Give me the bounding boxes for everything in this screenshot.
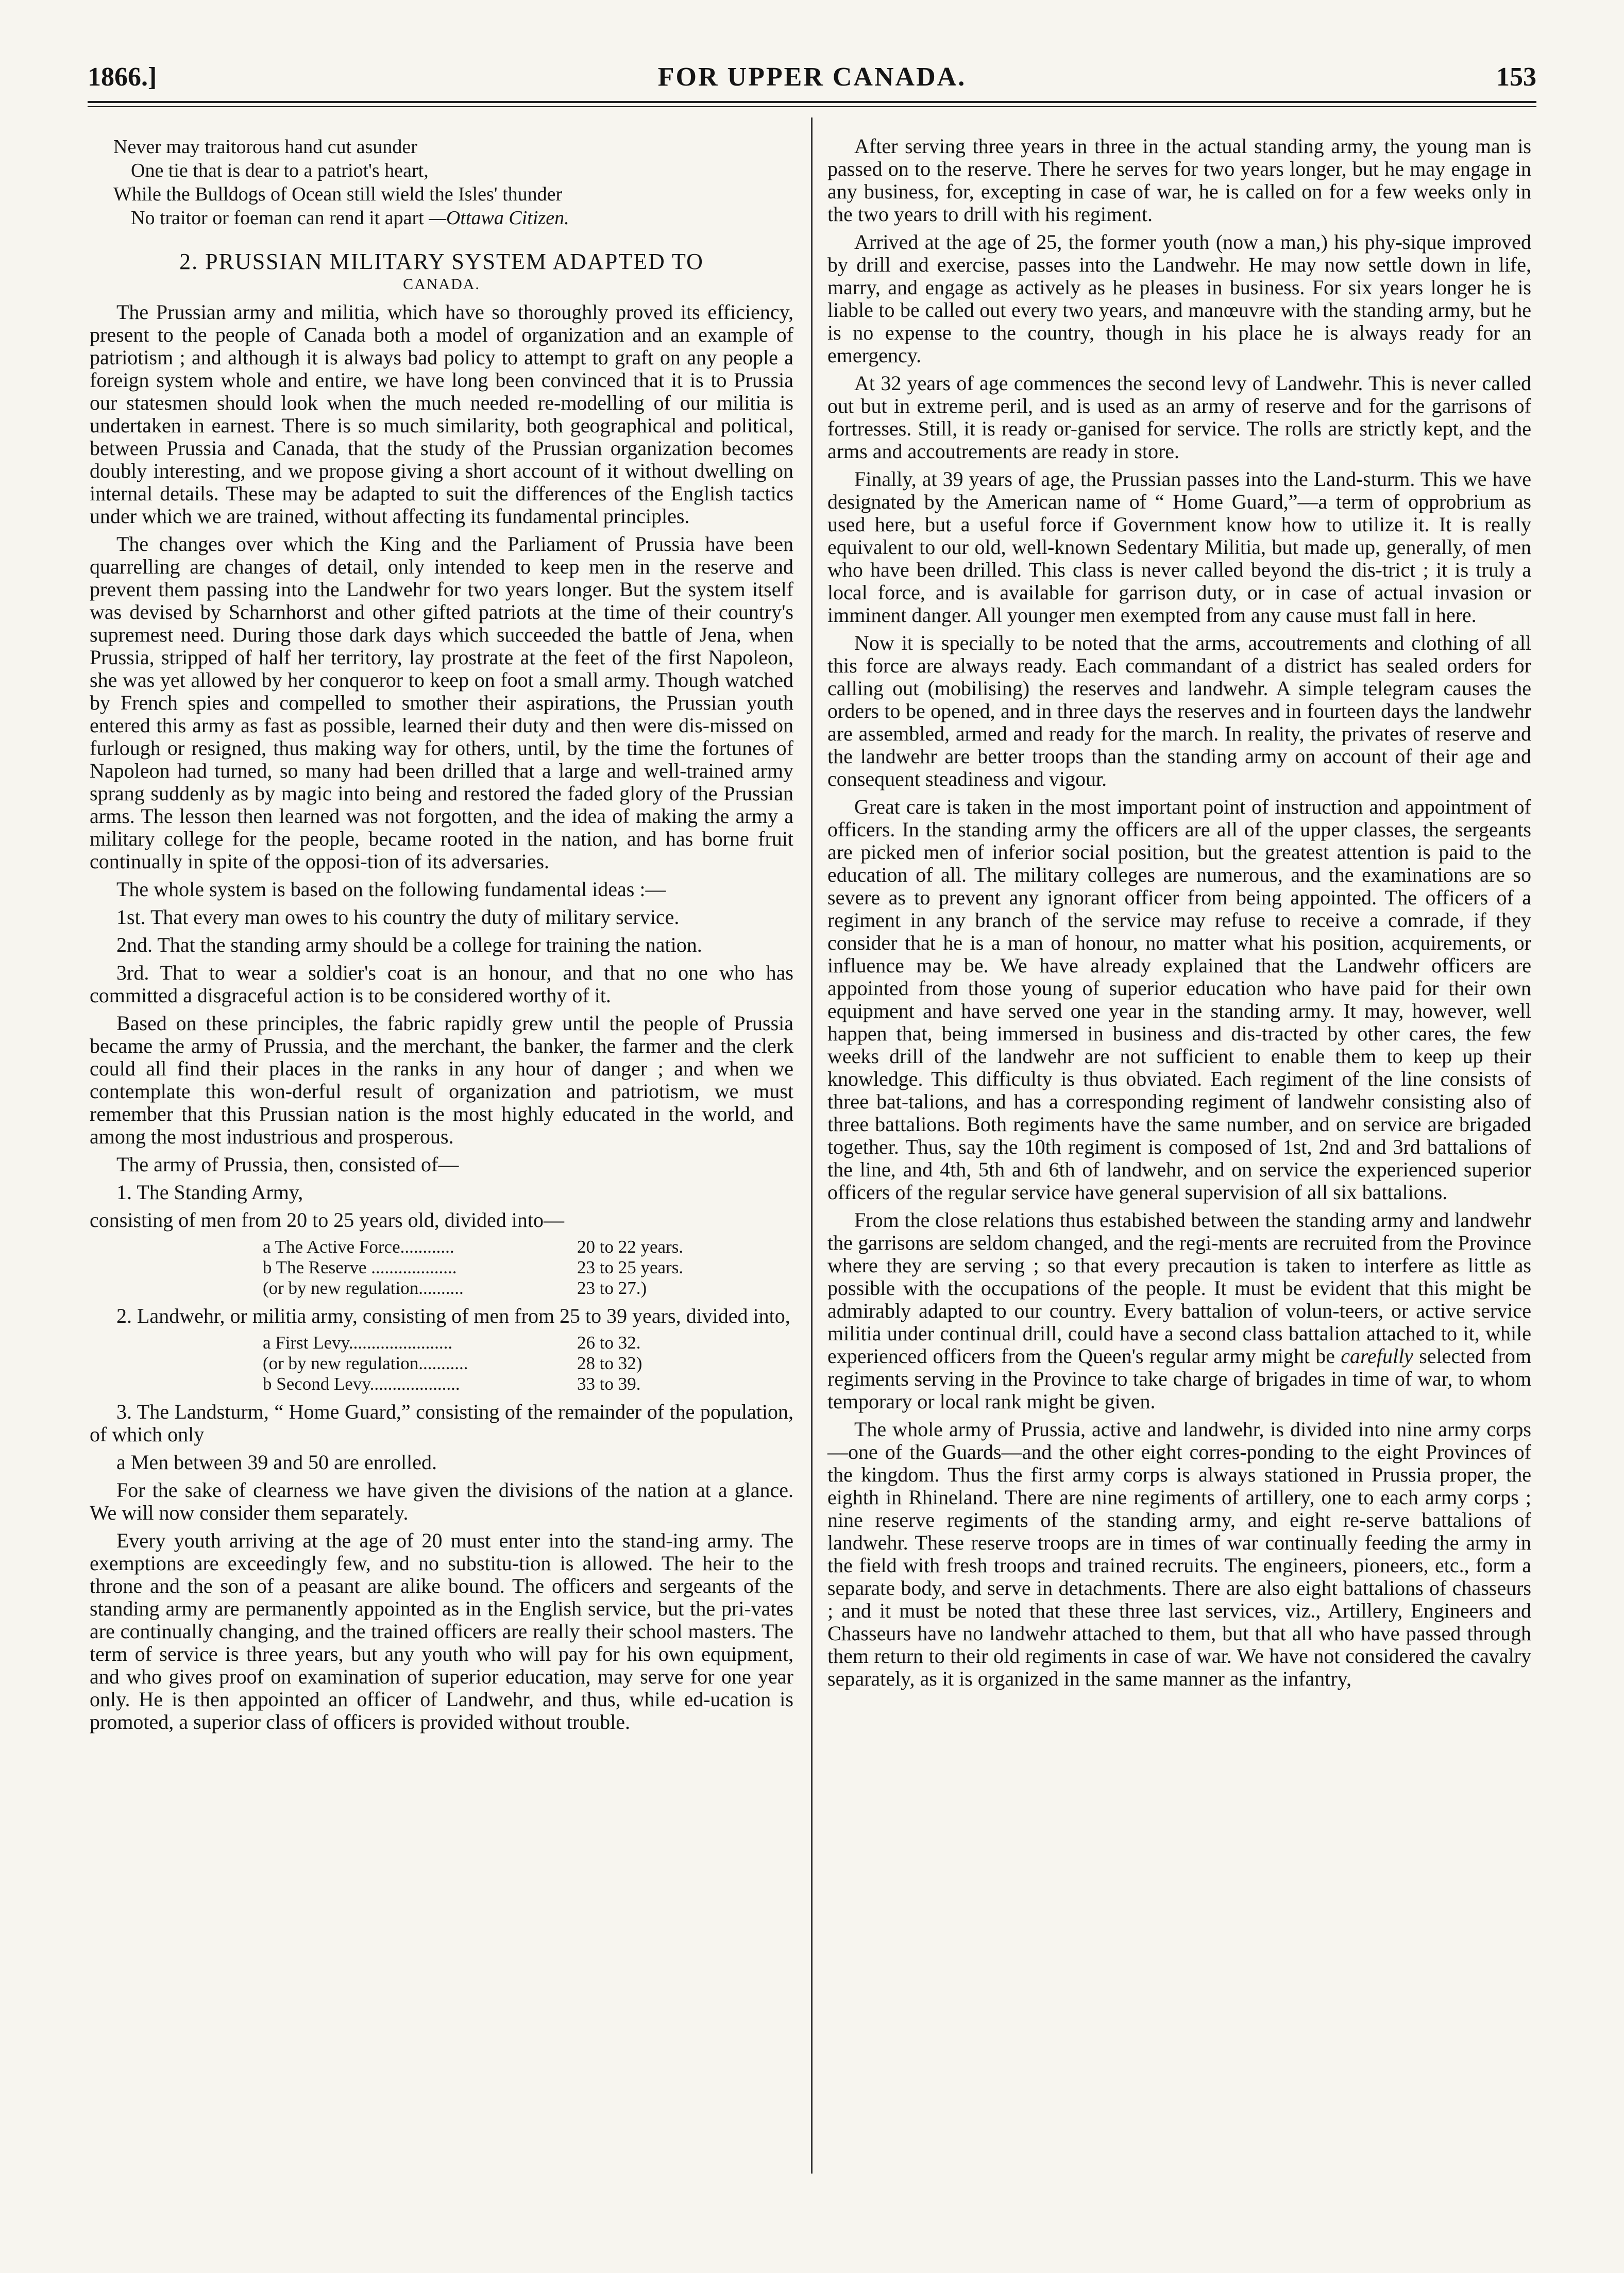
paragraph: Arrived at the age of 25, the former youth (now a man,) his phy-sique improved by drill and exercise, passes into the Landwehr. He may now settle down in life, marry, and engage as actively as he pleases in business. For six years longer he is liable to be called out every two years, and manœuvre with the standing army, but he is no expense to the country, though in his place he is always ready for an emergency. <box>827 230 1531 367</box>
table-row <box>90 1353 793 1374</box>
table-label: a First Levy....................... <box>263 1333 453 1353</box>
column-divider <box>811 117 813 2174</box>
poem-line: One tie that is dear to a patriot's heart, <box>131 160 429 181</box>
emphasis-text: carefully <box>1341 1344 1413 1368</box>
poem-line <box>90 206 793 230</box>
paragraph: At 32 years of age commences the second levy of Landwehr. This is never called out but in extreme peril, and is used as an army of reserve and for the garrisons of fortresses. Still, it is ready or-ganised for service. The rolls are strictly kept, and the arms and accoutrements are ready in store. <box>827 372 1531 463</box>
paragraph: Now it is specially to be noted that the arms, accoutrements and clothing of all this force are always ready. Each commandant of a district has sealed orders for calling out (mobilising) the reserves and landwehr. A simple telegram causes the orders to be opened, and in three days the reserves and in fourteen days the landwehr are assembled, armed and ready for the march. In reality, the privates of reserve and the landwehr are better troops than the standing army on account of their age and consequent steadiness and vigour. <box>827 631 1531 790</box>
paragraph: After serving three years in three in the actual standing army, the young man is passed on to the reserve. There he serves for two years longer, but he may engage in any business, for, excepting in case of war, he is called on for a few weeks only in the two years to drill with his regiment. <box>827 134 1531 226</box>
paragraph: The Prussian army and militia, which have so thoroughly proved its efficiency, present to the people of Canada both a model of organization and an example of patriotism ; and although it is always bad policy to attempt to graft on any people a foreign system whole and entire, we have long been convinced that it is to Prussia our statesmen should look when the much needed re-modelling of our militia is undertaken in earnest. There is so much similarity, both geographical and political, between Prussia and Canada, that the study of the Prussian organization becomes doubly interesting, and we propose giving a short account of it without dwelling on internal details. These may be adapted to suit the differences of the English tactics under which we are trained, without affecting its fundamental principles. <box>90 300 793 528</box>
paragraph: Based on these principles, the fabric rapidly grew until the people of Prussia became the army of Prussia, and the merchant, the banker, the farmer and the clerk could all find their places in the ranks in any hour of danger ; and when we contemplate this won-derful result of organization and patriotism, we must remember that this Prussian nation is the most highly educated in the world, and among the most industrious and prosperous. <box>90 1012 793 1148</box>
paragraph: Finally, at 39 years of age, the Prussian passes into the Land-sturm. This we have designated by the American name of “ Home Guard,”—a term of opprobrium as used here, but a useful force if Government know how to utilize it. It is really equivalent to our old, well-known Sedentary Militia, but made up, generally, of men who have been drilled. This class is never called beyond the dis-trict ; it is truly a local force, and is available for garrison duty, or in case of actual invasion or imminent danger. All younger men exempted from any cause must fall in here. <box>827 467 1531 627</box>
running-header <box>88 62 1536 98</box>
table-value: 28 to 32) <box>577 1353 642 1373</box>
poem-line: While the Bulldogs of Ocean still wield the Isles' thunder <box>113 183 563 205</box>
paragraph: 3rd. That to wear a soldier's coat is an honour, and that no one who has committed a disgraceful action is to be considered worthy of it. <box>90 961 793 1007</box>
table-label: b Second Levy.................... <box>263 1374 460 1394</box>
list-item-detail: consisting of men from 20 to 25 years old, divided into— <box>90 1208 564 1232</box>
paragraph: 2nd. That the standing army should be a college for training the nation. <box>116 933 702 956</box>
page-number: 153 <box>1496 62 1536 92</box>
paragraph: The whole army of Prussia, active and landwehr, is divided into nine army corps—one of the Guards—and the other eight corres-ponding to the eight Provinces of the kingdom. Thus the first army corps is always stationed in Prussia proper, the eighth in Rhineland. There are nine regiments of artillery, one to each army corps ; nine reserve regiments of the standing army, and eight re-serve battalions of landwehr. These reserve troops are in times of war continually feeding the army in the field with fresh troops and trained recruits. The engineers, pioneers, etc., form a separate body, and serve in detachments. There are also eight battalions of chasseurs ; and it must be noted that these three last services, viz., Artillery, Engineers and Chasseurs have no landwehr attached to them, but that all who have passed through them return to their old regiments in case of war. We have not considered the cavalry separately, as it is organized in the same manner as the infantry, <box>827 1418 1531 1690</box>
list-item: 2. Landwehr, or militia army, consisting of men from 25 to 39 years, divided into, <box>116 1304 790 1327</box>
left-column <box>90 135 793 1739</box>
paragraph: Great care is taken in the most important point of instruction and appointment of officers. In the standing army the officers are all of the upper classes, the sergeants are picked men of inferior social position, but the greatest attention is paid to the education of all. The military colleges are numerous, and the examinations are so severe as to prevent any ignorant officer from being appointed. The officers of a regiment in any branch of the service may refuse to receive a comrade, if they consider that he is a man of honour, no matter what his position, acquirements, or influence may be. We have already explained that the Landwehr officers are appointed from those young of superior education who have paid for their own equipment and have served one year in the standing army. It may, however, well happen that, being immersed in business and dis-tracted by other cares, the few weeks drill of the landwehr are not sufficient to enable them to keep up their knowledge. This difficulty is thus obviated. Each regiment of the line consists of three bat-talions, and has a corresponding regiment of landwehr consisting also of three battalions. Both regiments have the same number, and on service are brigaded together. Thus, say the 10th regiment is composed of 1st, 2nd and 3rd battalions of the line, and 4th, 5th and 6th of landwehr, and on service the experienced superior officers of the regular service have general supervision of all six battalions. <box>827 795 1531 1204</box>
right-column <box>827 135 1531 1695</box>
table-value: 23 to 25 years. <box>577 1257 684 1277</box>
table-value: 23 to 27.) <box>577 1278 647 1298</box>
list-item-detail: a Men between 39 and 50 are enrolled. <box>116 1451 437 1474</box>
table-row <box>90 1278 793 1299</box>
paragraph: 1st. That every man owes to his country the duty of military service. <box>116 905 680 929</box>
table-row <box>90 1257 793 1278</box>
paragraph: The changes over which the King and the Parliament of Prussia have been quarrelling are changes of detail, only intended to keep men in the reserve and prevent them passing into the Landwehr for two years longer. But the system itself was devised by Scharnhorst and other gifted patriots at the time of their country's supremest need. During those dark days which succeeded the battle of Jena, when Prussia, stripped of half her territory, lay prostrate at the feet of the first Napoleon, she was yet allowed by her conqueror to keep on foot a small army. Though watched by French spies and compelled to smother their aspirations, the Prussian youth entered this army as fast as possible, learned their duty and then were dis-missed on furlough or resigned, thus making way for others, until, by the time the fortunes of Napoleon had turned, so many had been drilled that a large and well-trained army sprang suddenly as by magic into being and restored the faded glory of the Prussian arms. The lesson then learned was not forgotten, and the idea of making the army a military college for the people, became rooted in the nation, and has borne fruit continually in spite of the opposi-tion of its adversaries. <box>90 532 793 873</box>
header-title: FOR UPPER CANADA. <box>657 62 967 92</box>
article-heading: 2. PRUSSIAN MILITARY SYSTEM ADAPTED TO <box>179 249 704 274</box>
table-label: a The Active Force............ <box>263 1237 454 1257</box>
article-subheading: CANADA. <box>403 276 480 293</box>
header-rule-thin <box>88 106 1536 107</box>
landwehr-table <box>90 1333 793 1394</box>
table-label: (or by new regulation.......... <box>263 1278 464 1298</box>
table-value: 33 to 39. <box>577 1374 641 1394</box>
paragraph-text: From the close relations thus estabished between the standing army and landwehr the garrisons are seldom changed, and the regi-ments are recruited from the Province where they are serving ; so that every precaution is taken to interfere as little as possible with the occupations of the people. It must be evident that this might be admirably adapted to our country. Every battalion of volun-teers, or active service militia under continual drill, could have a second class battalion attached to it, while experienced officers from the Queen's regular army might be <box>827 1208 1531 1368</box>
paragraph: The whole system is based on the following fundamental ideas :— <box>116 878 666 901</box>
paragraph: For the sake of clearness we have given the divisions of the nation at a glance. We will now consider them separately. <box>90 1478 793 1524</box>
table-value: 26 to 32. <box>577 1333 641 1353</box>
poem-source: —Ottawa Citizen. <box>429 207 569 229</box>
poem-line-text: No traitor or foeman can rend it apart <box>131 207 424 229</box>
header-rule-thick <box>88 101 1536 103</box>
paragraph-text: selected from regiments serving in the Province to take charge of brigades in time of war, to whom temporary or local rank might be given. <box>827 1344 1532 1413</box>
list-item: 3. The Landsturm, “ Home Guard,” consisting of the remainder of the population, of which only <box>90 1400 793 1446</box>
poem-line: Never may traitorous hand cut asunder <box>113 136 417 158</box>
standing-army-table <box>90 1237 793 1299</box>
list-item: 1. The Standing Army, <box>116 1181 303 1204</box>
header-year: 1866.] <box>88 62 157 92</box>
table-value: 20 to 22 years. <box>577 1237 684 1257</box>
table-label: (or by new regulation........... <box>263 1353 468 1373</box>
paragraph: Every youth arriving at the age of 20 must enter into the stand-ing army. The exemptions are exceedingly few, and no substitu-tion is allowed. The heir to the throne and the son of a peasant are alike bound. The officers and sergeants of the standing army are permanently appointed as in the English service, but the pri-vates are continually changing, and the trained officers are really their school masters. The term of service is three years, but any youth who will pay for his own equipment, and who gives proof on examination of superior education, may serve for one year only. He is then appointed an officer of Landwehr, and thus, while ed-ucation is promoted, a superior class of officers is provided without trouble. <box>90 1529 793 1733</box>
table-row <box>90 1374 793 1394</box>
paragraph <box>827 1209 1531 1413</box>
table-row <box>90 1237 793 1257</box>
table-label: b The Reserve ................... <box>263 1257 457 1277</box>
paragraph: The army of Prussia, then, consisted of— <box>116 1153 459 1176</box>
table-row <box>90 1333 793 1353</box>
poem <box>90 135 793 230</box>
